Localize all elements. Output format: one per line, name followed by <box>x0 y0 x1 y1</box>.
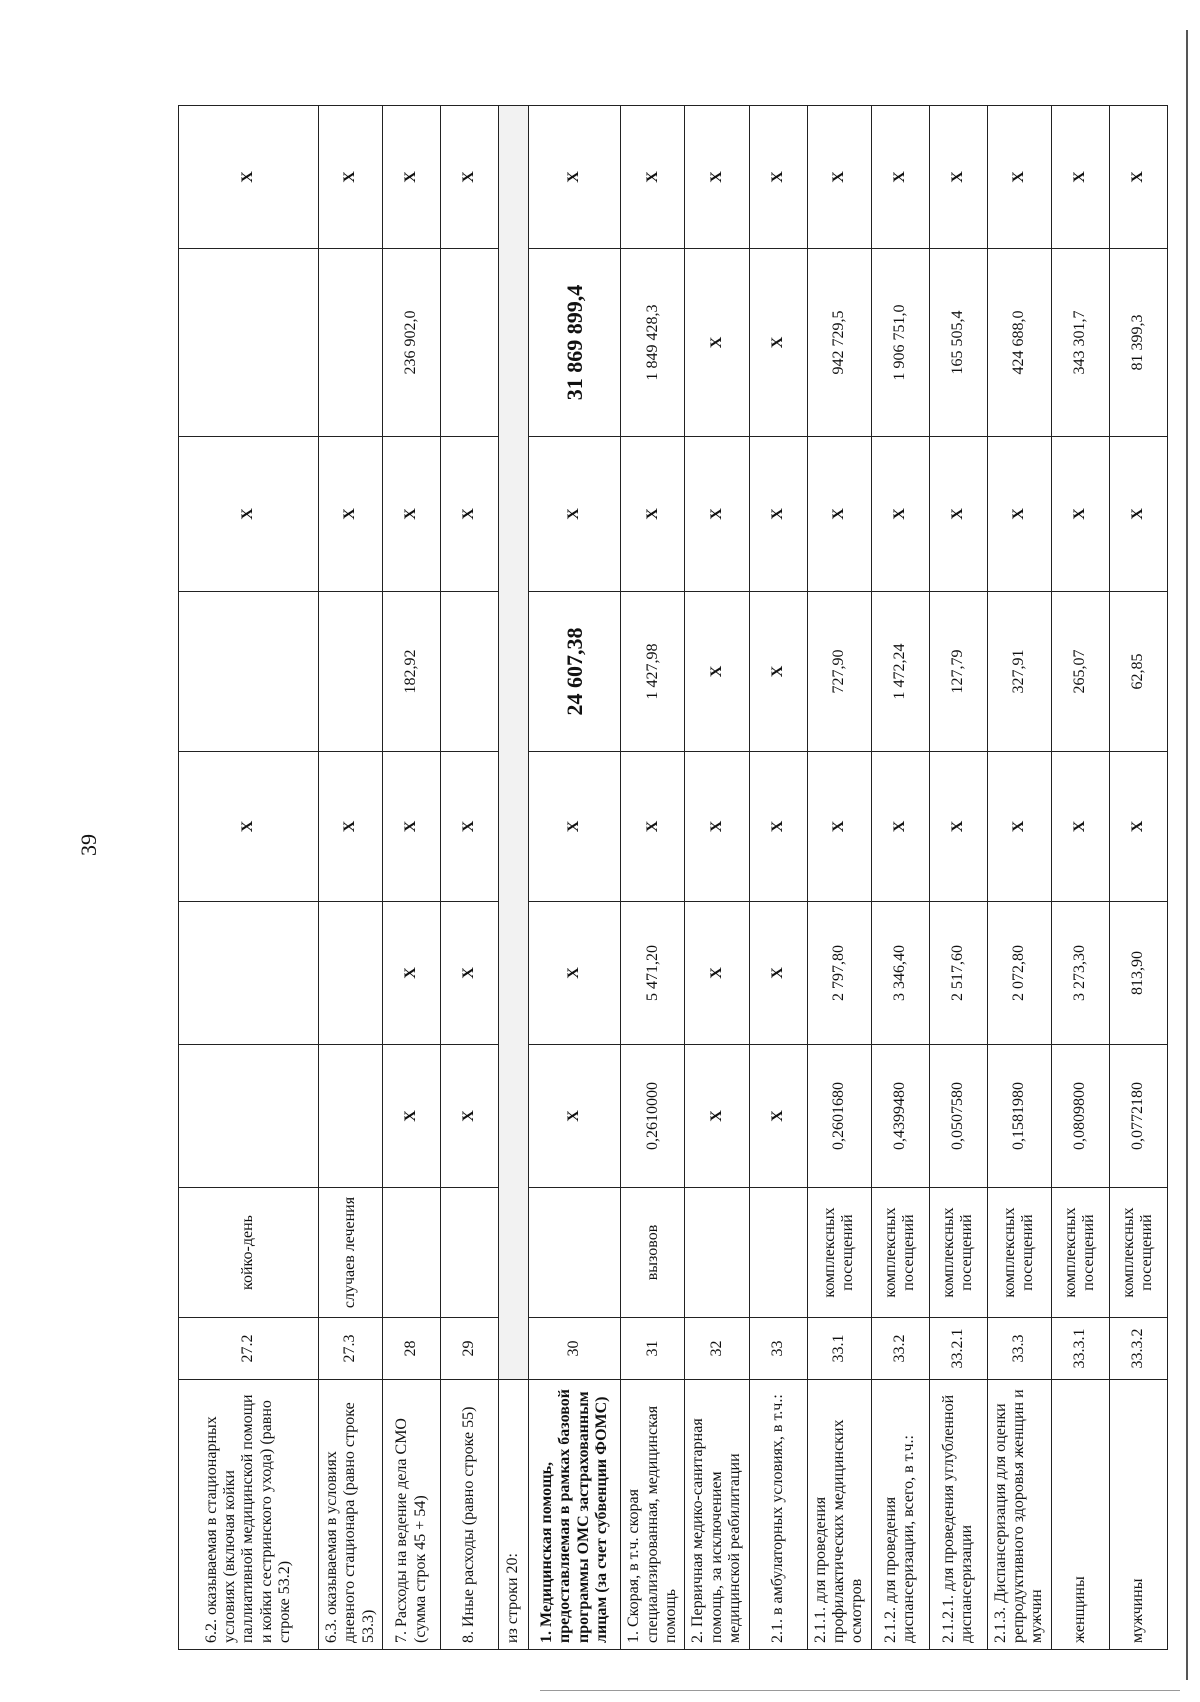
row-name: 2. Первичная медико-санитарная помощь, за исключением медицинской реабилитации <box>685 1380 749 1650</box>
row-name: 8. Иные расходы (равно строке 55) <box>441 1380 499 1650</box>
cell-percent: X <box>179 106 319 249</box>
row-unit <box>749 1188 807 1318</box>
cell-percent: X <box>685 106 749 249</box>
cell-per-capita-oms: 127,79 <box>929 592 987 752</box>
row-unit: случаев лечения <box>319 1188 383 1318</box>
row-name: 2.1.2.1. для проведения углубленной диспансеризации <box>929 1380 987 1650</box>
cell-sum-budget: X <box>1109 437 1167 592</box>
cell-sum-oms: 236 902,0 <box>383 249 441 437</box>
cell-volume <box>319 1045 383 1188</box>
cell-percent: X <box>1109 106 1167 249</box>
row-number: 33.1 <box>807 1318 871 1380</box>
cell-sum-budget: X <box>987 437 1051 592</box>
row-name: 1. Медицинская помощь, предоставляемая в рамках базовой программы ОМС застрахованным лицам (за счет субвенции ФОМС) <box>529 1380 621 1650</box>
cell-sum-oms <box>179 249 319 437</box>
row-unit: комплексных посещений <box>807 1188 871 1318</box>
cell-sum-budget: X <box>807 437 871 592</box>
cell-sum-oms: 31 869 899,4 <box>529 249 621 437</box>
cell-percent: X <box>529 106 621 249</box>
row-number: 33.3 <box>987 1318 1051 1380</box>
table-row <box>441 106 499 1650</box>
cell-per-capita-budget: X <box>685 752 749 902</box>
table-row <box>179 106 319 1650</box>
page-number: 39 <box>76 834 101 856</box>
cell-per-capita-oms: X <box>685 592 749 752</box>
cell-sum-oms: 424 688,0 <box>987 249 1051 437</box>
row-unit <box>685 1188 749 1318</box>
cell-volume: X <box>529 1045 621 1188</box>
cell-cost-per-unit <box>179 902 319 1045</box>
cell-volume: 0,4399480 <box>871 1045 929 1188</box>
cell-cost-per-unit: 3 273,30 <box>1051 902 1109 1045</box>
row-name: мужчины <box>1109 1380 1167 1650</box>
cell-sum-budget: X <box>529 437 621 592</box>
row-number: 31 <box>621 1318 685 1380</box>
row-name: женщины <box>1051 1380 1109 1650</box>
cell-sum-oms: 81 399,3 <box>1109 249 1167 437</box>
cell-percent: X <box>807 106 871 249</box>
cell-cost-per-unit: 2 797,80 <box>807 902 871 1045</box>
table-row <box>1051 106 1109 1650</box>
cell-volume: X <box>441 1045 499 1188</box>
cell-volume: 0,0507580 <box>929 1045 987 1188</box>
row-number: 29 <box>441 1318 499 1380</box>
cell-sum-budget: X <box>383 437 441 592</box>
rotated-table-container <box>178 106 1156 1650</box>
row-number: 28 <box>383 1318 441 1380</box>
row-unit: комплексных посещений <box>871 1188 929 1318</box>
cell-sum-oms <box>441 249 499 437</box>
row-unit <box>529 1188 621 1318</box>
row-number: 33.3.1 <box>1051 1318 1109 1380</box>
cell-per-capita-oms: 727,90 <box>807 592 871 752</box>
cell-volume: 0,2610000 <box>621 1045 685 1188</box>
cell-cost-per-unit <box>319 902 383 1045</box>
table-row <box>1109 106 1167 1650</box>
cell-volume <box>179 1045 319 1188</box>
cell-sum-budget: X <box>319 437 383 592</box>
cell-per-capita-oms: 62,85 <box>1109 592 1167 752</box>
cell-cost-per-unit: X <box>441 902 499 1045</box>
row-unit <box>383 1188 441 1318</box>
cell-sum-oms <box>319 249 383 437</box>
cell-percent: X <box>441 106 499 249</box>
row-unit: койко-день <box>179 1188 319 1318</box>
cell-percent: X <box>383 106 441 249</box>
cell-per-capita-budget: X <box>807 752 871 902</box>
cell-per-capita-budget: X <box>929 752 987 902</box>
cell-volume: 0,0772180 <box>1109 1045 1167 1188</box>
table-row <box>929 106 987 1650</box>
row-name: 1. Скорая, в т.ч. скорая специализированная, медицинская помощь <box>621 1380 685 1650</box>
cell-cost-per-unit: X <box>529 902 621 1045</box>
cell-sum-oms: 1 849 428,3 <box>621 249 685 437</box>
cell-per-capita-budget: X <box>441 752 499 902</box>
cell-per-capita-budget: X <box>749 752 807 902</box>
cell-percent: X <box>749 106 807 249</box>
cell-sum-budget: X <box>179 437 319 592</box>
table-row <box>749 106 807 1650</box>
table-row <box>685 106 749 1650</box>
cell-per-capita-oms <box>179 592 319 752</box>
cell-per-capita-budget: X <box>1109 752 1167 902</box>
cell-sum-budget: X <box>685 437 749 592</box>
row-number: 27.2 <box>179 1318 319 1380</box>
table-row <box>621 106 685 1650</box>
cell-sum-oms: X <box>685 249 749 437</box>
cell-sum-oms: X <box>749 249 807 437</box>
cell-per-capita-budget: X <box>987 752 1051 902</box>
cell-sum-budget: X <box>441 437 499 592</box>
cell-percent: X <box>1051 106 1109 249</box>
row-unit: вызовов <box>621 1188 685 1318</box>
program-financing-table <box>178 105 1168 1650</box>
cell-sum-oms: 343 301,7 <box>1051 249 1109 437</box>
cell-sum-budget: X <box>1051 437 1109 592</box>
cell-sum-oms: 1 906 751,0 <box>871 249 929 437</box>
row-number: 30 <box>529 1318 621 1380</box>
row-name: 2.1.1. для проведения профилактических медицинских осмотров <box>807 1380 871 1650</box>
cell-cost-per-unit: 813,90 <box>1109 902 1167 1045</box>
cell-percent: X <box>871 106 929 249</box>
cell-per-capita-budget: X <box>319 752 383 902</box>
table-subheader-row <box>499 106 529 1650</box>
cell-per-capita-budget: X <box>871 752 929 902</box>
row-unit: комплексных посещений <box>987 1188 1051 1318</box>
section-note: из строки 20: <box>499 1380 529 1650</box>
cell-per-capita-oms: 327,91 <box>987 592 1051 752</box>
cell-cost-per-unit: 2 072,80 <box>987 902 1051 1045</box>
row-name: 7. Расходы на ведение дела СМО (сумма строк 45 + 54) <box>383 1380 441 1650</box>
page-edge-line <box>1186 30 1188 1680</box>
cell-per-capita-oms: 1 427,98 <box>621 592 685 752</box>
cell-per-capita-oms: 24 607,38 <box>529 592 621 752</box>
cell-cost-per-unit: X <box>685 902 749 1045</box>
cell-percent: X <box>929 106 987 249</box>
row-number: 32 <box>685 1318 749 1380</box>
cell-cost-per-unit: X <box>749 902 807 1045</box>
row-number: 27.3 <box>319 1318 383 1380</box>
table-row <box>383 106 441 1650</box>
cell-sum-oms: 942 729,5 <box>807 249 871 437</box>
cell-per-capita-oms: 1 472,24 <box>871 592 929 752</box>
bottom-rule <box>540 1690 1180 1691</box>
cell-sum-budget: X <box>621 437 685 592</box>
cell-per-capita-budget: X <box>621 752 685 902</box>
cell-per-capita-oms: 265,07 <box>1051 592 1109 752</box>
row-unit: комплексных посещений <box>929 1188 987 1318</box>
row-unit: комплексных посещений <box>1051 1188 1109 1318</box>
cell-sum-budget: X <box>929 437 987 592</box>
cell-volume: X <box>685 1045 749 1188</box>
cell-cost-per-unit: 3 346,40 <box>871 902 929 1045</box>
cell-percent: X <box>621 106 685 249</box>
cell-cost-per-unit: X <box>383 902 441 1045</box>
cell-per-capita-budget: X <box>383 752 441 902</box>
row-unit <box>441 1188 499 1318</box>
cell-volume: 0,1581980 <box>987 1045 1051 1188</box>
cell-volume: X <box>749 1045 807 1188</box>
row-name: 6.3. оказываемая в условиях дневного стационара (равно строке 53.3) <box>319 1380 383 1650</box>
cell-percent: X <box>319 106 383 249</box>
cell-per-capita-oms <box>319 592 383 752</box>
cell-per-capita-budget: X <box>529 752 621 902</box>
table-row <box>319 106 383 1650</box>
row-name: 2.1.3. Диспансеризация для оценки репродуктивного здоровья женщин и мужчин <box>987 1380 1051 1650</box>
row-name: 6.2. оказываемая в стационарных условиях (включая койки паллиативной медицинской помощи и койки сестринского ухода) (равно строке 53.2) <box>179 1380 319 1650</box>
row-unit: комплексных посещений <box>1109 1188 1167 1318</box>
cell-volume: 0,2601680 <box>807 1045 871 1188</box>
row-number: 33 <box>749 1318 807 1380</box>
cell-sum-budget: X <box>749 437 807 592</box>
cell-per-capita-budget: X <box>1051 752 1109 902</box>
cell-percent: X <box>987 106 1051 249</box>
empty-span <box>499 106 529 1380</box>
cell-per-capita-oms <box>441 592 499 752</box>
row-number: 33.2 <box>871 1318 929 1380</box>
table-row <box>987 106 1051 1650</box>
row-name: 2.1. в амбулаторных условиях, в т.ч.: <box>749 1380 807 1650</box>
cell-per-capita-oms: 182,92 <box>383 592 441 752</box>
cell-sum-oms: 165 505,4 <box>929 249 987 437</box>
cell-sum-budget: X <box>871 437 929 592</box>
cell-per-capita-budget: X <box>179 752 319 902</box>
cell-volume: X <box>383 1045 441 1188</box>
cell-cost-per-unit: 5 471,20 <box>621 902 685 1045</box>
table-row <box>871 106 929 1650</box>
table-row <box>529 106 621 1650</box>
row-number: 33.2.1 <box>929 1318 987 1380</box>
table-row <box>807 106 871 1650</box>
cell-cost-per-unit: 2 517,60 <box>929 902 987 1045</box>
cell-volume: 0,0809800 <box>1051 1045 1109 1188</box>
row-name: 2.1.2. для проведения диспансеризации, всего, в т.ч.: <box>871 1380 929 1650</box>
cell-per-capita-oms: X <box>749 592 807 752</box>
row-number: 33.3.2 <box>1109 1318 1167 1380</box>
